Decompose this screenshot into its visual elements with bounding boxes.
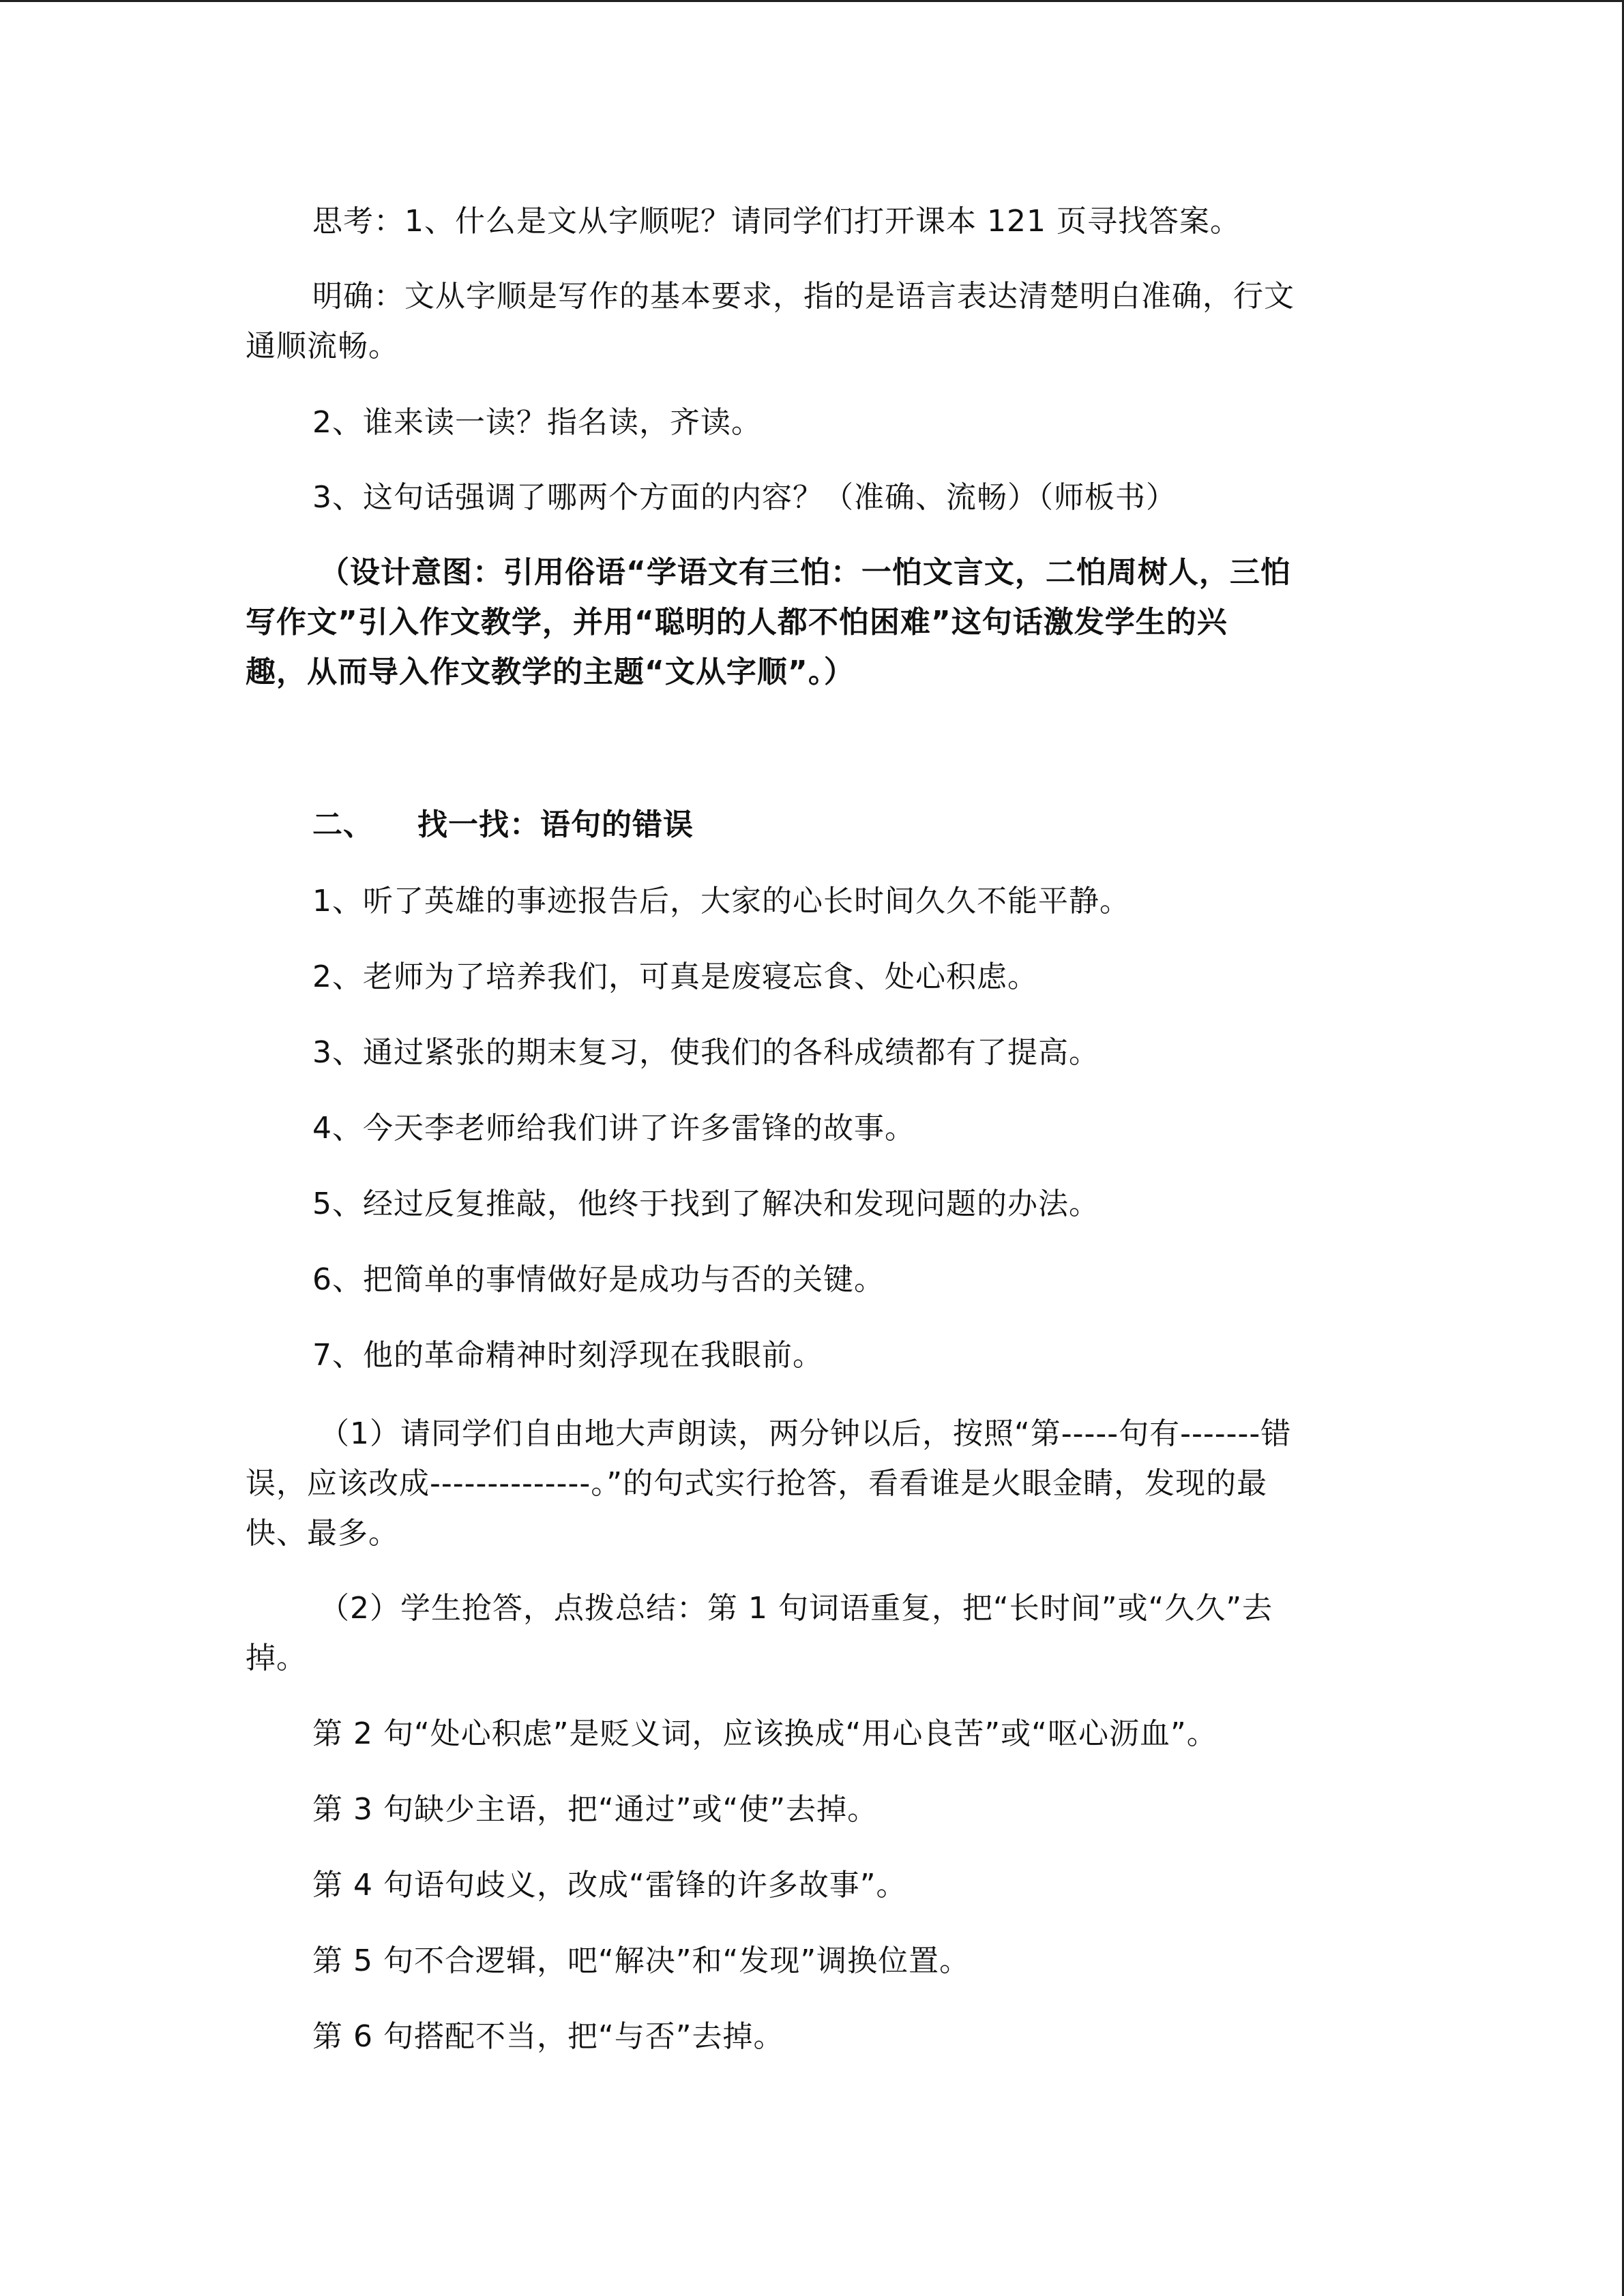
list-item: 4、今天李老师给我们讲了许多雷锋的故事。 bbox=[312, 1111, 915, 1146]
answer-item: 第 5 句不合逻辑，吧“解决”和“发现”调换位置。 bbox=[312, 1943, 971, 1978]
step-1-line-3: 快、最多。 bbox=[246, 1516, 399, 1551]
list-item: 3、通过紧张的期末复习，使我们的各科成绩都有了提高。 bbox=[312, 1035, 1099, 1070]
design-intent-line-2: 写作文”引入作文教学，并用“聪明的人都不怕困难”这句话激发学生的兴 bbox=[246, 605, 1228, 640]
list-item: 2、老师为了培养我们，可真是废寝忘食、处心积虑。 bbox=[312, 959, 1038, 994]
list-item: 1、听了英雄的事迹报告后，大家的心长时间久久不能平静。 bbox=[312, 884, 1130, 919]
question-2: 2、谁来读一读？指名读，齐读。 bbox=[312, 405, 762, 440]
answer-item: 第 4 句语句歧义，改成“雷锋的许多故事”。 bbox=[312, 1868, 907, 1903]
design-intent-line-1: （设计意图：引用俗语“学语文有三怕：一怕文言文，二怕周树人，三怕 bbox=[319, 555, 1291, 590]
step-2-line-2: 掉。 bbox=[246, 1641, 307, 1675]
step-1-line-1: （1）请同学们自由地大声朗读，两分钟以后，按照“第-----句有-------错 bbox=[319, 1416, 1292, 1451]
list-item: 6、把简单的事情做好是成功与否的关键。 bbox=[312, 1262, 885, 1297]
step-1-line-2: 误，应该改成--------------。”的句式实行抢答，看看谁是火眼金睛，发现的最 bbox=[246, 1466, 1268, 1501]
section-title: 找一找：语句的错误 bbox=[417, 807, 694, 842]
section-number: 二、 bbox=[312, 807, 374, 842]
step-2-line-1: （2）学生抢答，点拨总结：第 1 句词语重复，把“长时间”或“久久”去 bbox=[319, 1591, 1273, 1626]
list-item: 7、他的革命精神时刻浮现在我眼前。 bbox=[312, 1338, 823, 1373]
list-item: 5、经过反复推敲，他终于找到了解决和发现问题的办法。 bbox=[312, 1187, 1099, 1221]
think-question: 思考：1、什么是文从字顺呢？请同学们打开课本 121 页寻找答案。 bbox=[312, 204, 1241, 239]
clarify-line-1: 明确：文从字顺是写作的基本要求，指的是语言表达清楚明白准确，行文 bbox=[312, 279, 1295, 314]
question-3: 3、这句话强调了哪两个方面的内容？（准确、流畅）（师板书） bbox=[312, 480, 1177, 515]
answer-item: 第 2 句“处心积虑”是贬义词，应该换成“用心良苦”或“呕心沥血”。 bbox=[312, 1716, 1217, 1751]
design-intent-line-3: 趣，从而导入作文教学的主题“文从字顺”。） bbox=[246, 655, 855, 689]
answer-item: 第 6 句搭配不当，把“与否”去掉。 bbox=[312, 2019, 784, 2054]
answer-item: 第 3 句缺少主语，把“通过”或“使”去掉。 bbox=[312, 1792, 879, 1827]
page-top-border bbox=[0, 0, 1624, 2]
clarify-line-2: 通顺流畅。 bbox=[246, 329, 399, 363]
